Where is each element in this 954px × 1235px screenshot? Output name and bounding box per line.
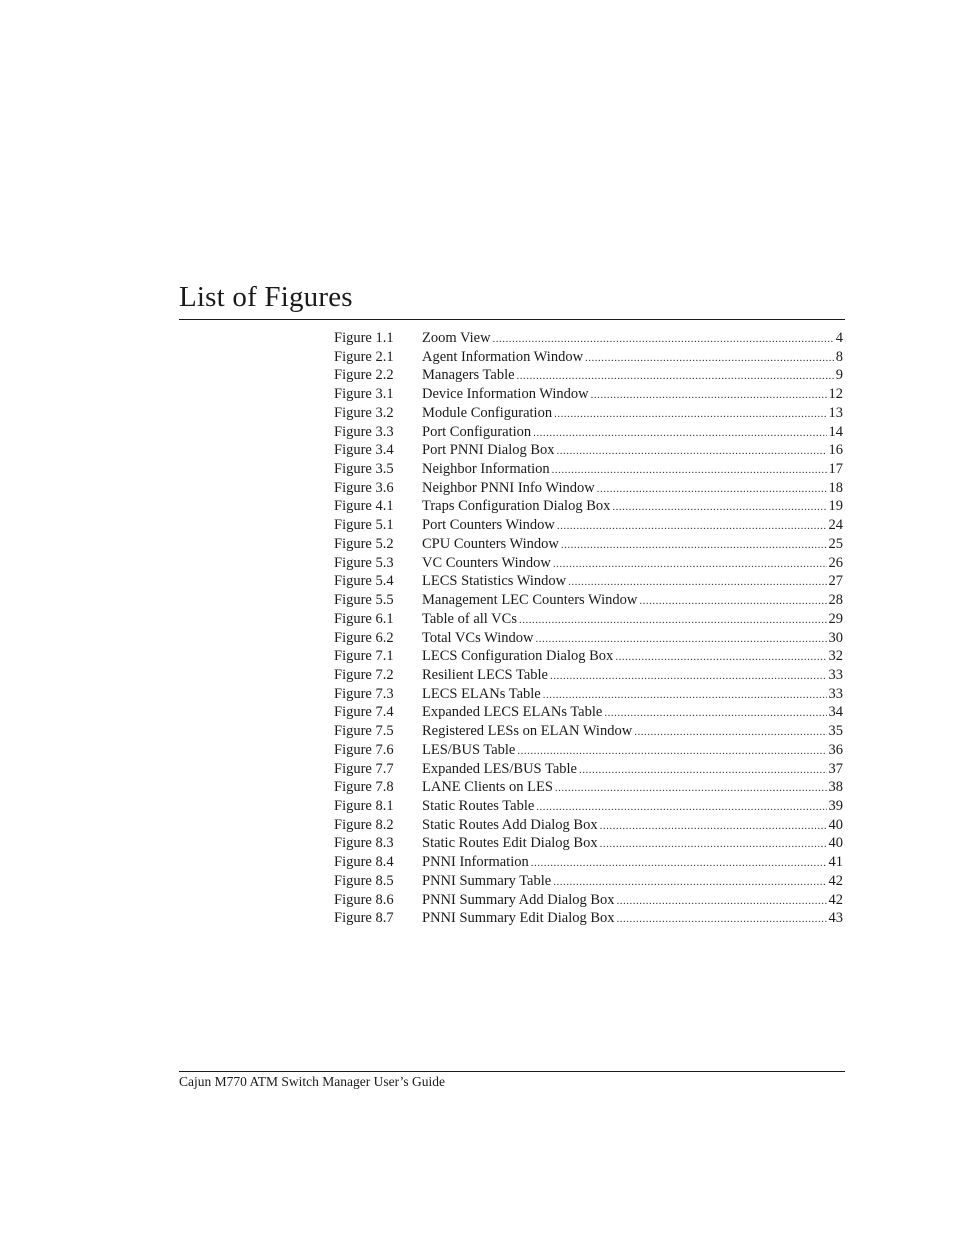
figure-title: VC Counters Window [422,554,551,571]
figure-number: Figure 7.8 [334,779,394,796]
figure-number: Figure 8.6 [334,891,394,908]
figure-page-number: 33 [828,666,843,683]
figure-title: Static Routes Table [422,797,535,814]
title-divider [179,319,845,320]
figure-list-entry[interactable] [334,741,843,760]
figure-list-entry[interactable] [334,497,843,516]
dot-leader [536,798,826,817]
figure-page-number: 33 [828,685,843,702]
figure-title: LES/BUS Table [422,741,516,758]
figure-title: LECS Statistics Window [422,573,567,590]
dot-leader [553,873,826,892]
figure-number: Figure 8.7 [334,910,394,927]
figure-list-entry[interactable] [334,460,843,479]
figure-number: Figure 5.2 [334,535,394,552]
figure-number: Figure 7.5 [334,723,394,740]
figure-title: Traps Configuration Dialog Box [422,498,611,515]
figure-number: Figure 4.1 [334,498,394,515]
figure-page-number: 13 [828,404,843,421]
figure-number: Figure 5.1 [334,517,394,534]
figure-list [334,329,843,928]
figure-number: Figure 3.5 [334,461,394,478]
figure-page-number: 42 [828,891,843,908]
dot-leader [597,480,827,499]
figure-list-entry[interactable] [334,610,843,629]
figure-page-number: 40 [828,816,843,833]
dot-leader [519,611,827,630]
figure-list-entry[interactable] [334,479,843,498]
figure-number: Figure 7.7 [334,760,394,777]
figure-title: Zoom View [422,330,491,346]
figure-title: CPU Counters Window [422,535,559,552]
figure-list-entry[interactable] [334,853,843,872]
figure-title: LECS Configuration Dialog Box [422,648,614,665]
dot-leader [557,517,827,536]
dot-leader [579,761,827,780]
figure-number: Figure 1.1 [334,330,394,346]
figure-page-number: 24 [828,517,843,534]
dot-leader [617,892,827,911]
figure-page-number: 9 [835,367,843,384]
figure-list-entry[interactable] [334,329,843,348]
figure-number: Figure 6.2 [334,629,394,646]
dot-leader [517,742,826,761]
footer-divider [179,1071,845,1072]
figure-page-number: 42 [828,872,843,889]
figure-title: Managers Table [422,367,515,384]
figure-number: Figure 8.4 [334,854,394,871]
figure-list-entry[interactable] [334,834,843,853]
figure-list-entry[interactable] [334,591,843,610]
figure-number: Figure 3.4 [334,442,394,459]
dot-leader [600,835,827,854]
figure-page-number: 16 [828,442,843,459]
figure-title: Module Configuration [422,404,553,421]
figure-number: Figure 8.3 [334,835,394,852]
figure-number: Figure 7.3 [334,685,394,702]
figure-number: Figure 8.5 [334,872,394,889]
figure-page-number: 27 [828,573,843,590]
figure-title: Device Information Window [422,386,589,403]
dot-leader [604,704,826,723]
figure-title: Registered LESs on ELAN Window [422,723,633,740]
figure-number: Figure 2.1 [334,348,394,365]
figure-title: Management LEC Counters Window [422,592,638,609]
figure-list-entry[interactable] [334,516,843,535]
figure-title: PNNI Summary Edit Dialog Box [422,910,615,927]
dot-leader [543,686,827,705]
dot-leader [634,723,826,742]
figure-list-entry[interactable] [334,629,843,648]
figure-number: Figure 5.5 [334,592,394,609]
figure-list-entry[interactable] [334,666,843,685]
page-title: List of Figures [179,281,353,314]
figure-list-entry[interactable] [334,554,843,573]
figure-page-number: 39 [828,797,843,814]
figure-page-number: 26 [828,554,843,571]
figure-number: Figure 3.6 [334,479,394,496]
figure-title: PNNI Summary Add Dialog Box [422,891,615,908]
dot-leader [617,910,827,929]
dot-leader [600,817,827,836]
figure-list-entry[interactable] [334,535,843,554]
figure-number: Figure 7.1 [334,648,394,665]
dot-leader [535,630,826,649]
figure-number: Figure 3.2 [334,404,394,421]
figure-title: PNNI Information [422,854,529,871]
figure-page-number: 19 [828,498,843,515]
dot-leader [561,536,827,555]
figure-list-entry[interactable] [334,348,843,367]
figure-title: Neighbor Information [422,461,550,478]
figure-number: Figure 6.1 [334,610,394,627]
figure-page-number: 41 [828,854,843,871]
figure-page-number: 18 [828,479,843,496]
figure-title: Expanded LECS ELANs Table [422,704,603,721]
figure-page-number: 4 [835,330,843,346]
dot-leader [552,461,827,480]
figure-title: Table of all VCs [422,610,517,627]
dot-leader [557,442,827,461]
figure-list-entry[interactable] [334,685,843,704]
figure-list-entry[interactable] [334,572,843,591]
figure-list-entry[interactable] [334,778,843,797]
figure-list-entry[interactable] [334,760,843,779]
figure-title: PNNI Summary Table [422,872,552,889]
figure-list-entry[interactable] [334,647,843,666]
figure-title: LECS ELANs Table [422,685,541,702]
figure-list-entry[interactable] [334,816,843,835]
figure-list-entry[interactable] [334,872,843,891]
dot-leader [591,386,827,405]
figure-page-number: 30 [828,629,843,646]
dot-leader [585,349,834,368]
figure-page-number: 40 [828,835,843,852]
figure-title: Static Routes Edit Dialog Box [422,835,598,852]
figure-list-entry[interactable] [334,423,843,442]
figure-page-number: 28 [828,592,843,609]
figure-title: Total VCs Window [422,629,534,646]
figure-title: Expanded LES/BUS Table [422,760,577,777]
dot-leader [550,667,827,686]
figure-list-entry[interactable] [334,703,843,722]
dot-leader [553,555,827,574]
figure-number: Figure 8.1 [334,797,394,814]
figure-number: Figure 7.2 [334,666,394,683]
figure-number: Figure 5.3 [334,554,394,571]
figure-title: Port PNNI Dialog Box [422,442,555,459]
figure-number: Figure 7.6 [334,741,394,758]
figure-list-entry[interactable] [334,441,843,460]
dot-leader [554,405,826,424]
figure-page-number: 8 [835,348,843,365]
dot-leader [612,498,826,517]
figure-number: Figure 3.1 [334,386,394,403]
figure-list-entry[interactable] [334,722,843,741]
figure-list-entry[interactable] [334,366,843,385]
figure-number: Figure 3.3 [334,423,394,440]
dot-leader [493,330,834,349]
figure-page-number: 35 [828,723,843,740]
figure-page-number: 36 [828,741,843,758]
figure-page-number: 37 [828,760,843,777]
figure-title: Resilient LECS Table [422,666,548,683]
figure-title: Static Routes Add Dialog Box [422,816,598,833]
dot-leader [531,854,827,873]
footer-book-title: Cajun M770 ATM Switch Manager User’s Guide [179,1074,445,1089]
figure-list-entry[interactable] [334,385,843,404]
figure-number: Figure 2.2 [334,367,394,384]
figure-list-entry[interactable] [334,404,843,423]
dot-leader [639,592,826,611]
figure-number: Figure 5.4 [334,573,394,590]
figure-title: Neighbor PNNI Info Window [422,479,595,496]
dot-leader [533,424,826,443]
figure-page-number: 14 [828,423,843,440]
figure-number: Figure 8.2 [334,816,394,833]
figure-list-entry[interactable] [334,797,843,816]
figure-list-entry[interactable] [334,891,843,910]
figure-page-number: 34 [828,704,843,721]
figure-page-number: 17 [828,461,843,478]
figure-number: Figure 7.4 [334,704,394,721]
dot-leader [615,648,826,667]
figure-page-number: 29 [828,610,843,627]
figure-list-entry[interactable] [334,909,843,928]
figure-page-number: 43 [828,910,843,927]
figure-page-number: 32 [828,648,843,665]
dot-leader [555,779,827,798]
figure-page-number: 38 [828,779,843,796]
figure-title: LANE Clients on LES [422,779,553,796]
figure-page-number: 12 [828,386,843,403]
dot-leader [568,573,826,592]
figure-title: Port Counters Window [422,517,555,534]
dot-leader [517,367,834,386]
figure-title: Port Configuration [422,423,532,440]
figure-title: Agent Information Window [422,348,584,365]
figure-page-number: 25 [828,535,843,552]
